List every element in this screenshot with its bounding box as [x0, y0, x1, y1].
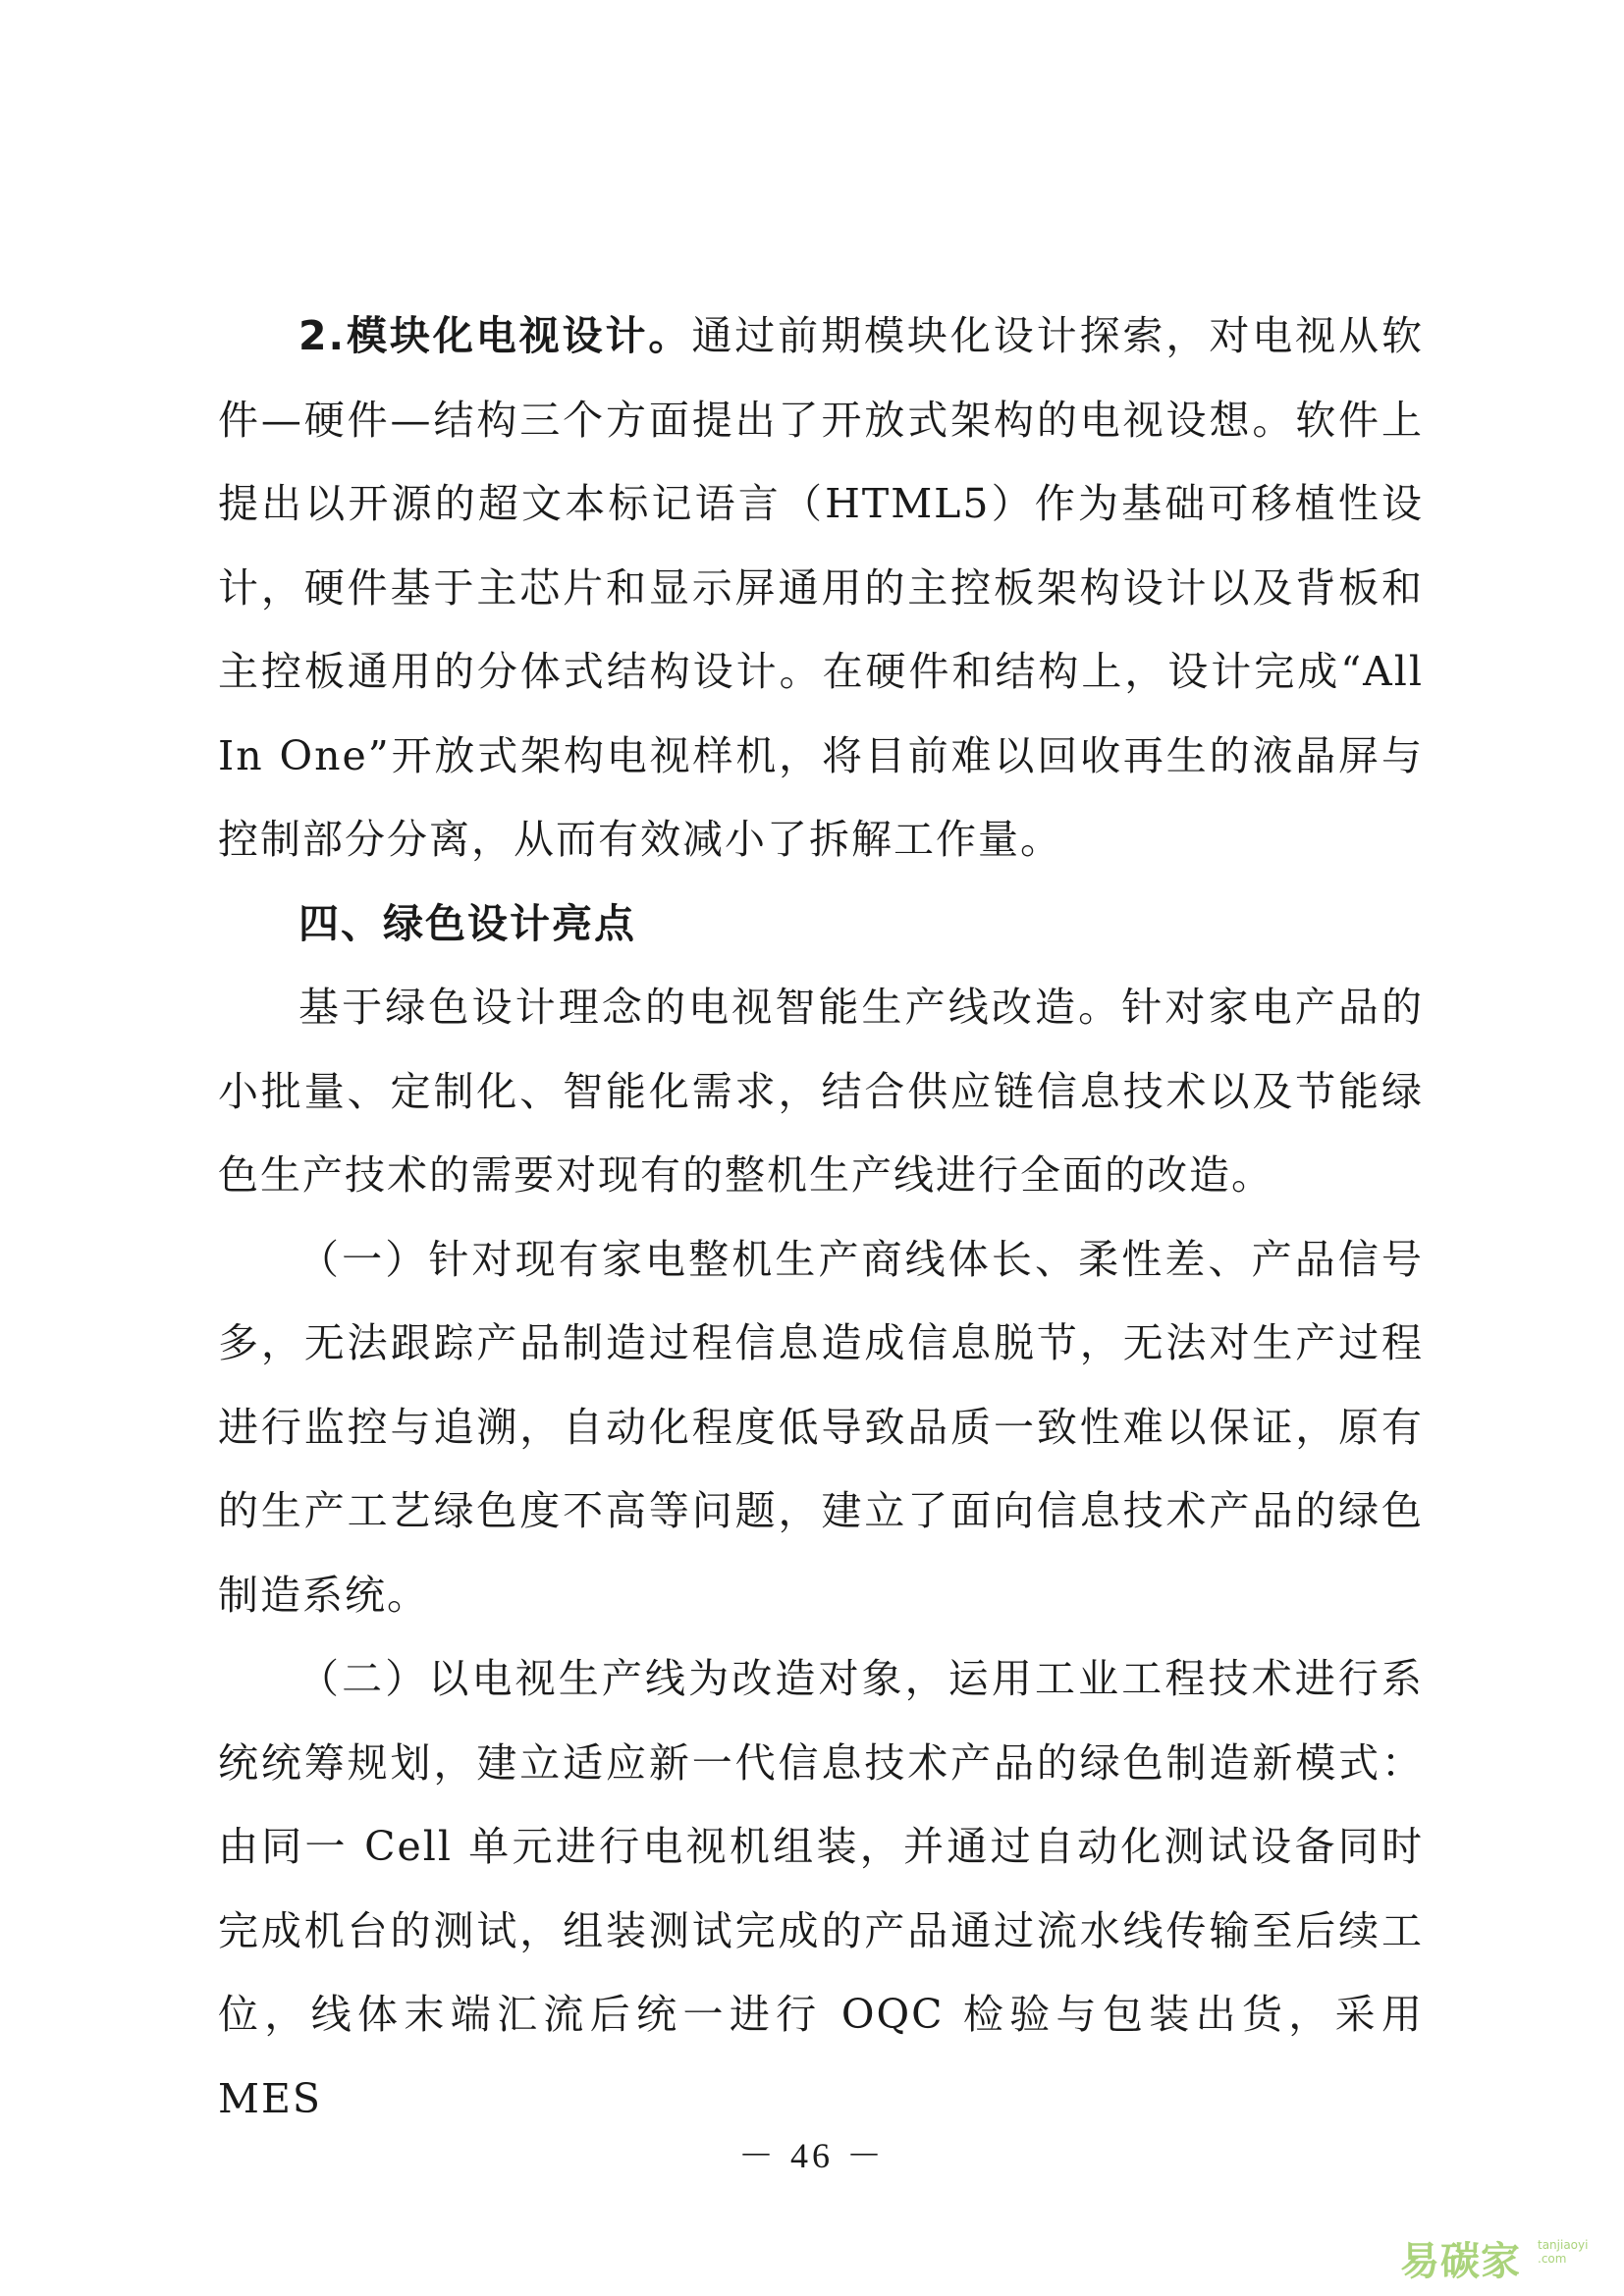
document-page — [218, 294, 1424, 2141]
paragraph-green-production: 基于绿色设计理念的电视智能生产线改造。针对家电产品的小批量、定制化、智能化需求，结合供应链信息技术以及节能绿色生产技术的需要对现有的整机生产线进行全面的改造。 — [218, 984, 1424, 1199]
watermark-domain-line2: .com — [1538, 2252, 1567, 2266]
paragraph-item-two: （二）以电视生产线为改造对象，运用工业工程技术进行系统统筹规划，建立适应新一代信息技术产品的绿色制造新模式：由同一 Cell 单元进行电视机组装，并通过自动化测试设备同时完成机台的测试，组装测试完成的产品通过流水线传输至后续工位，线体末端汇流后统一进行 OQC 检验与包装出货，采用 MES — [218, 1655, 1424, 2122]
paragraph-body: 通过前期模块化设计探索，对电视从软件—硬件—结构三个方面提出了开放式架构的电视设想。软件上提出以开源的超文本标记语言（HTML5）作为基础可移植性设计，硬件基于主芯片和显示屏通用的主控板架构设计以及背板和主控板通用的分体式结构设计。在硬件和结构上，设计完成“All In One”开放式架构电视样机，将目前难以回收再生的液晶屏与控制部分分离，从而有效减小了拆解工作量。 — [218, 312, 1424, 863]
watermark-domain-line1: tanjiaoyi — [1538, 2238, 1589, 2252]
watermark-text: 易碳家 — [1400, 2239, 1521, 2284]
watermark-logo — [1392, 2224, 1608, 2283]
paragraph-modular-tv — [218, 294, 1424, 882]
page-number: － 46 － — [737, 2136, 886, 2175]
watermark-domain — [1538, 2238, 1588, 2266]
paragraph-item-one: （一）针对现有家电整机生产商线体长、柔性差、产品信号多，无法跟踪产品制造过程信息造成信息脱节，无法对生产过程进行监控与追溯，自动化程度低导致品质一致性难以保证，原有的生产工艺绿色度不高等问题，建立了面向信息技术产品的绿色制造系统。 — [218, 1235, 1424, 1619]
section-heading: 四、绿色设计亮点 — [298, 899, 636, 947]
paragraph-lead-bold: 2.模块化电视设计。 — [298, 312, 692, 359]
